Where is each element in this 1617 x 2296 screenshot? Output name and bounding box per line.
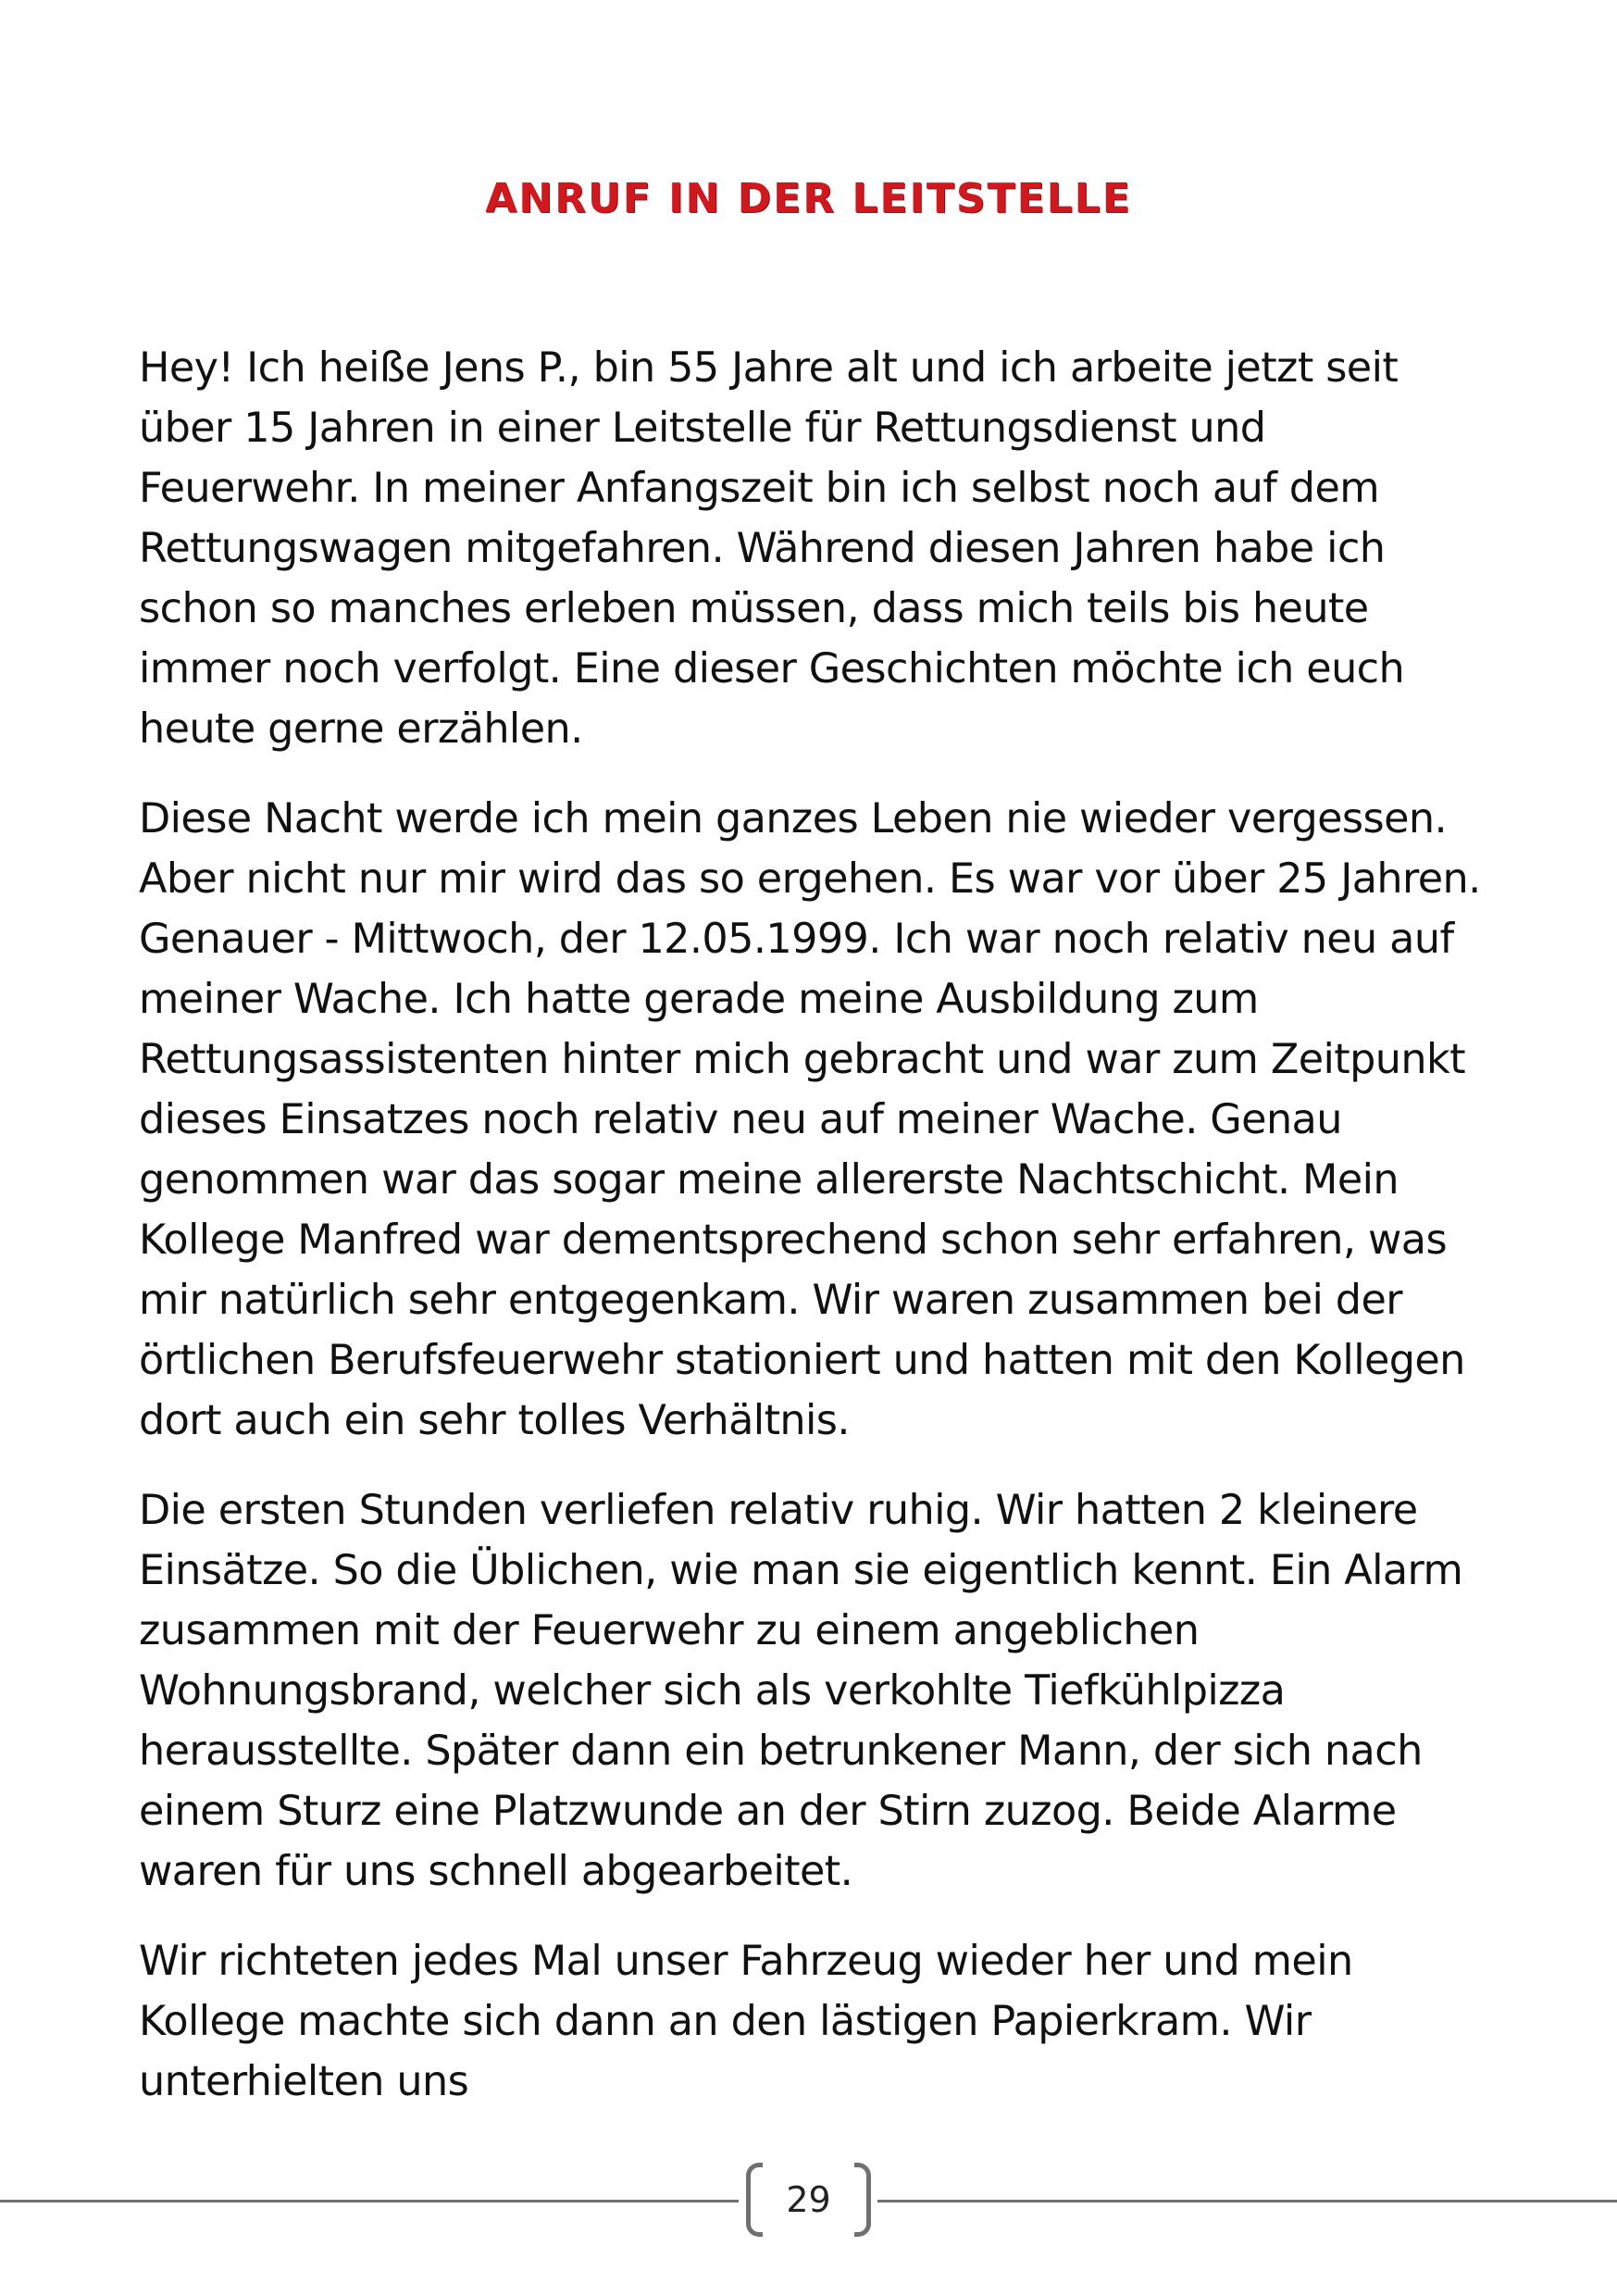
footer-rule-left (0, 2200, 739, 2202)
paragraph-2: Diese Nacht werde ich mein ganzes Leben nie wieder vergessen. Aber nicht nur mir wird das so ergehen. Es war vor über 25 Jahren. Genauer - Mittwoch, der 12.05.1999. Ich war noch relativ neu auf meiner Wache. Ich hatte gerade meine Ausbildung zum Rettungsassistenten hinter mich gebracht und war zum Zeitpunkt dieses Einsatzes noch relativ neu auf meiner Wache. Genau genommen war das sogar meine allererste Nachtschicht. Mein Kollege Manfred war dementsprechend schon sehr erfahren, was mir natürlich sehr entgegenkam. Wir waren zusammen bei der örtlichen Berufsfeuerwehr stationiert und hatten mit den Kollegen dort auch ein sehr tolles Verhältnis. (139, 795, 1481, 1444)
paragraph-1: Hey! Ich heiße Jens P., bin 55 Jahre alt und ich arbeite jetzt seit über 15 Jahren in einer Leitstelle für Rettungsdienst und Feuerwehr. In meiner Anfangszeit bin ich selbst noch auf dem Rettungswagen mitgefahren. Während diesen Jahren habe ich schon so manches erleben müssen, dass mich teils bis heute immer noch verfolgt. Eine dieser Geschichten möchte ich euch heute gerne erzählen. (139, 344, 1405, 753)
page-number-bracket-right (854, 2163, 871, 2237)
chapter-title: ANRUF IN DER LEITSTELLE (485, 175, 1132, 223)
page-number-bracket-left (746, 2163, 763, 2237)
paragraph-4: Wir richteten jedes Mal unser Fahrzeug wieder her und mein Kollege machte sich dann an den lästigen Papierkram. Wir unterhielten uns (139, 1938, 1353, 2105)
paragraph-3: Die ersten Stunden verliefen relativ ruhig. Wir hatten 2 kleinere Einsätze. So die Üblichen, wie man sie eigentlich kennt. Ein Alarm zusammen mit der Feuerwehr zu einem angeblichen Wohnungsbrand, welcher sich als verkohlte Tiefkühlpizza herausstellte. Später dann ein betrunkener Mann, der sich nach einem Sturz eine Platzwunde an der Stirn zuzog. Beide Alarme waren für uns schnell abgearbeitet. (139, 1487, 1463, 1895)
page-number: 29 (786, 2179, 831, 2220)
story-text (139, 338, 1490, 2141)
footer-rule-right (877, 2200, 1617, 2202)
